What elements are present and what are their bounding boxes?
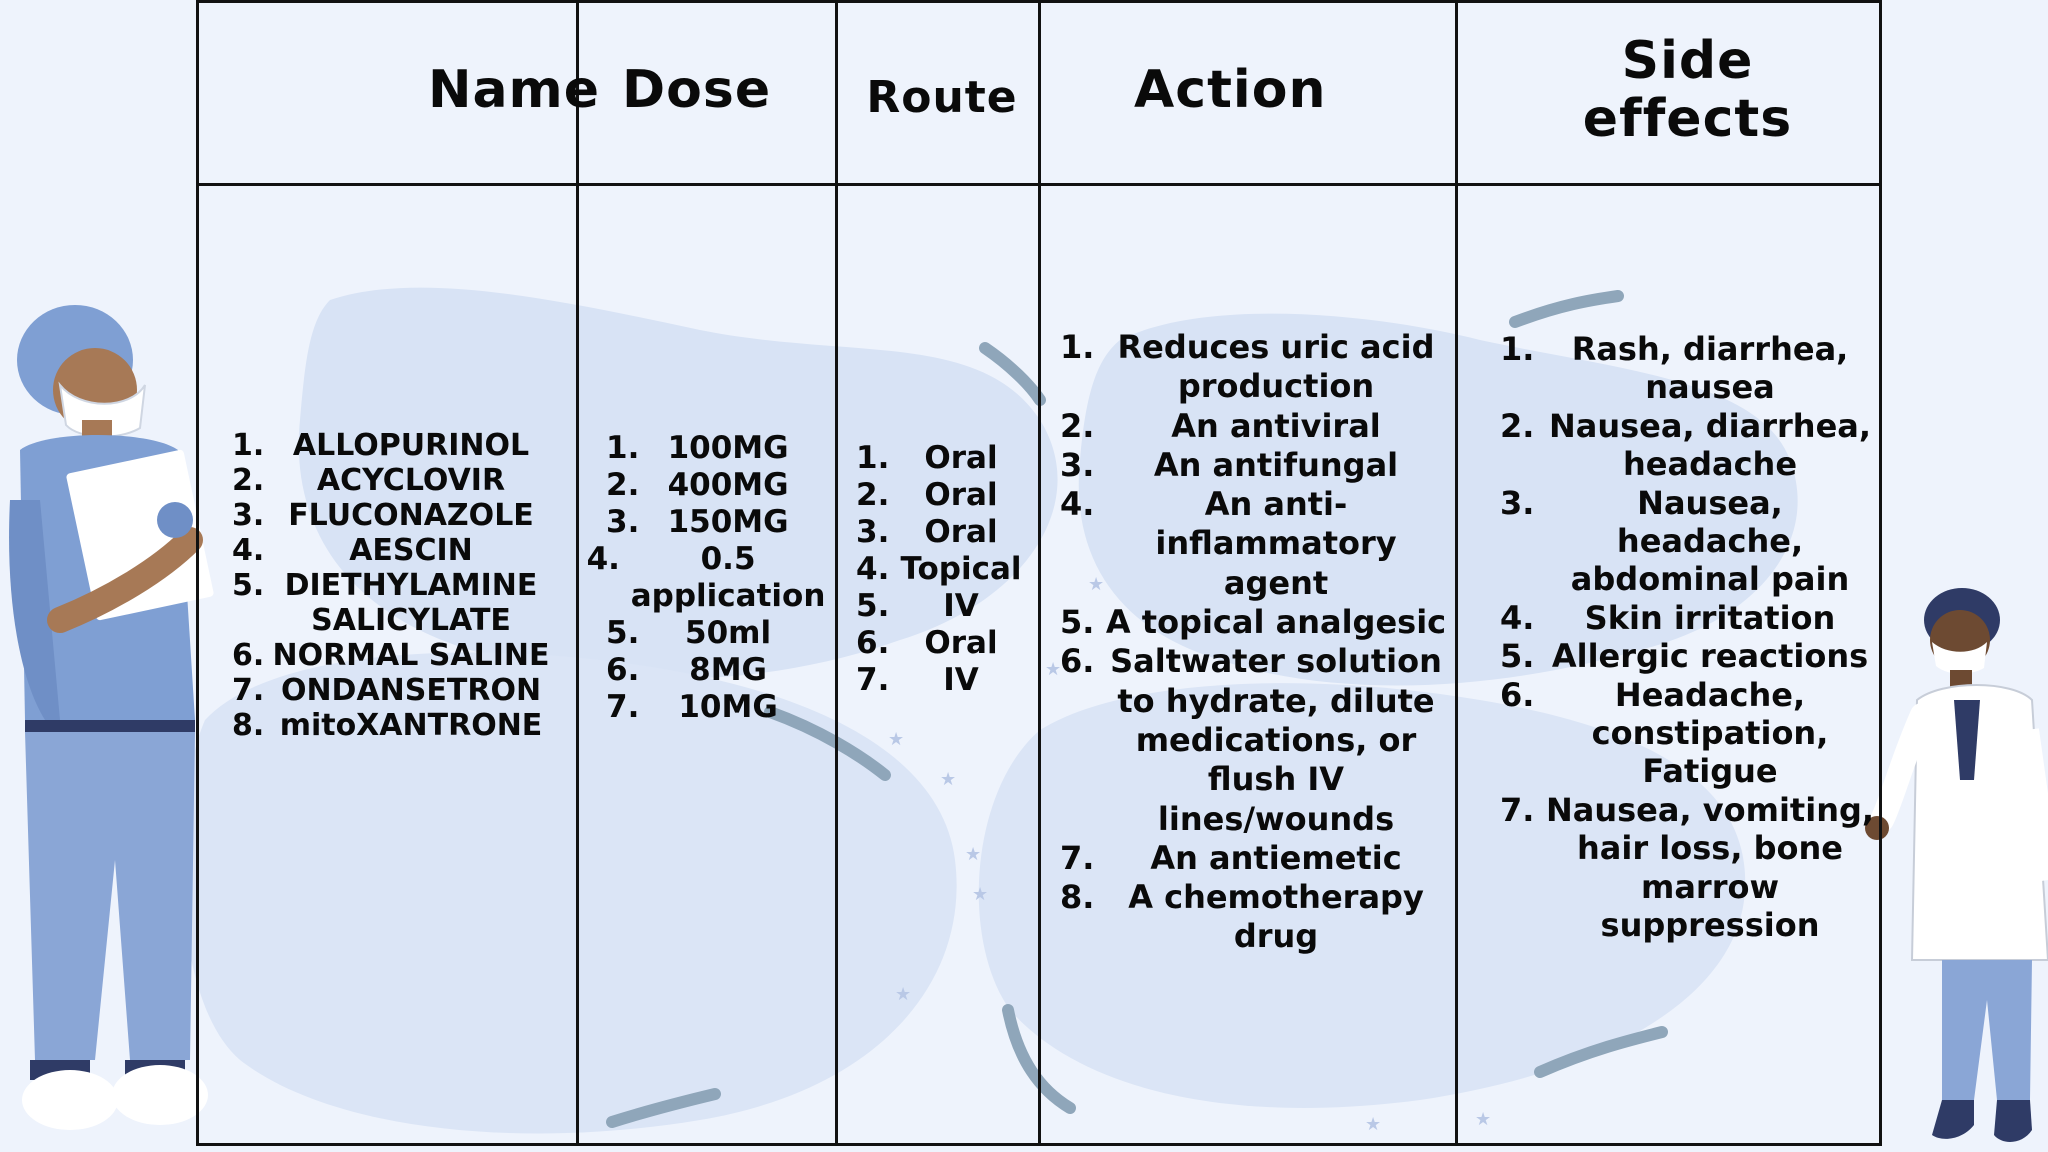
action-value: Saltwater solution to hydrate, dilute medications, or flush IV lines/wounds bbox=[1110, 642, 1442, 838]
side-effect-value: Nausea, diarrhea, headache bbox=[1548, 406, 1872, 484]
star-icon: ★ bbox=[895, 984, 912, 1005]
list-item: 1. Oral bbox=[856, 440, 1026, 477]
star-icon: ★ bbox=[1365, 1114, 1382, 1135]
action-value: A chemotherapy drug bbox=[1128, 878, 1424, 956]
dose-list bbox=[586, 430, 826, 726]
list-item: 6. NORMAL SALINE bbox=[232, 638, 550, 673]
list-item: 2. ACYCLOVIR bbox=[232, 463, 550, 498]
side-effect-value: Headache, constipation, Fatigue bbox=[1591, 675, 1829, 791]
action-list bbox=[1060, 328, 1450, 957]
list-item: 4. An anti-inflammatory agent bbox=[1060, 485, 1450, 603]
side-effect-value: Allergic reactions bbox=[1551, 637, 1869, 676]
list-item: 6. 8MG bbox=[606, 652, 806, 689]
star-icon: ★ bbox=[1088, 574, 1105, 595]
route-value: Oral bbox=[924, 440, 998, 476]
header-action: Action bbox=[1134, 60, 1327, 120]
action-value: An antifungal bbox=[1153, 445, 1399, 484]
list-item: 4. 0.5 application bbox=[586, 541, 826, 614]
route-value: Oral bbox=[924, 625, 998, 661]
header-route: Route bbox=[866, 72, 1018, 123]
action-value: An anti-inflammatory agent bbox=[1155, 485, 1397, 602]
list-item: 7. ONDANSETRON bbox=[232, 673, 550, 708]
drug-name: AESCIN bbox=[349, 533, 473, 568]
dose-value: 8MG bbox=[689, 652, 767, 688]
star-icon: ★ bbox=[888, 729, 905, 750]
column-divider bbox=[1455, 3, 1458, 1143]
list-item: 8. mitoXANTRONE bbox=[232, 708, 550, 743]
drug-name: ALLOPURINOL bbox=[292, 428, 530, 463]
dose-value: 100MG bbox=[667, 430, 789, 466]
list-item: 5. A topical analgesic bbox=[1060, 603, 1450, 642]
star-icon: ★ bbox=[972, 884, 989, 905]
star-icon: ★ bbox=[940, 769, 957, 790]
list-item: 4. Topical bbox=[856, 551, 1026, 588]
star-icon: ★ bbox=[965, 844, 982, 865]
list-item: 6. Oral bbox=[856, 625, 1026, 662]
dose-value: 400MG bbox=[667, 467, 789, 503]
header-side-effects: Side effects bbox=[1582, 31, 1793, 149]
list-item: 2. Nausea, diarrhea, headache bbox=[1500, 407, 1880, 484]
star-icon: ★ bbox=[1045, 659, 1062, 680]
list-item: 7. IV bbox=[856, 662, 1026, 699]
side-effect-value: Nausea, headache, abdominal pain bbox=[1570, 483, 1850, 599]
action-value: Reduces uric acid production bbox=[1117, 328, 1435, 406]
list-item: 7. An antiemetic bbox=[1060, 839, 1450, 878]
route-value: Oral bbox=[924, 514, 998, 550]
route-list bbox=[856, 440, 1026, 699]
list-item: 6. Headache, constipation, Fatigue bbox=[1500, 676, 1880, 791]
action-value: An antiemetic bbox=[1150, 838, 1402, 877]
drug-name: mitoXANTRONE bbox=[279, 708, 543, 743]
list-item: 1. Rash, diarrhea, nausea bbox=[1500, 330, 1880, 407]
list-item: 7. 10MG bbox=[606, 689, 806, 726]
list-item: 4. AESCIN bbox=[232, 533, 550, 568]
drug-name: ONDANSETRON bbox=[280, 673, 542, 708]
list-item: 6. Saltwater solution to hydrate, dilute medications, or flush IV lines/wounds bbox=[1060, 642, 1450, 838]
list-item: 5. Allergic reactions bbox=[1500, 637, 1880, 675]
list-item: 5. IV bbox=[856, 588, 1026, 625]
list-item: 5. 50ml bbox=[606, 615, 806, 652]
list-item: 1. 100MG bbox=[606, 430, 806, 467]
drug-name: NORMAL SALINE bbox=[272, 638, 550, 673]
drug-name: DIETHYLAMINE SALICYLATE bbox=[284, 568, 538, 638]
route-value: IV bbox=[943, 662, 979, 698]
doctor-illustration bbox=[1862, 580, 2048, 1152]
route-value: Oral bbox=[924, 477, 998, 513]
action-value: An antiviral bbox=[1171, 406, 1381, 445]
side-effect-value: Rash, diarrhea, nausea bbox=[1571, 330, 1849, 407]
side-effect-value: Skin irritation bbox=[1584, 598, 1836, 637]
name-list bbox=[232, 428, 550, 743]
list-item: 1. Reduces uric acid production bbox=[1060, 328, 1450, 407]
list-item: 2. Oral bbox=[856, 477, 1026, 514]
side-effect-value: Nausea, vomiting, hair loss, bone marrow suppression bbox=[1545, 790, 1875, 945]
drug-name: ACYCLOVIR bbox=[316, 463, 506, 498]
list-item: 5. DIETHYLAMINE SALICYLATE bbox=[232, 568, 550, 638]
dose-value: 50ml bbox=[685, 615, 772, 651]
route-value: IV bbox=[943, 588, 979, 624]
drug-name: FLUCONAZOLE bbox=[288, 498, 534, 533]
side-effects-list bbox=[1500, 330, 1880, 945]
list-item: 1. ALLOPURINOL bbox=[232, 428, 550, 463]
list-item: 8. A chemotherapy drug bbox=[1060, 878, 1450, 957]
list-item: 3. Nausea, headache, abdominal pain bbox=[1500, 484, 1880, 599]
action-value: A topical analgesic bbox=[1105, 603, 1447, 642]
list-item: 3. An antifungal bbox=[1060, 446, 1450, 485]
list-item: 3. Oral bbox=[856, 514, 1026, 551]
header-dose: Dose bbox=[622, 60, 772, 120]
dose-value: 150MG bbox=[667, 504, 789, 540]
star-icon: ★ bbox=[1475, 1109, 1492, 1130]
list-item: 3. FLUCONAZOLE bbox=[232, 498, 550, 533]
list-item: 3. 150MG bbox=[606, 504, 806, 541]
list-item: 4. Skin irritation bbox=[1500, 599, 1880, 637]
list-item: 2. 400MG bbox=[606, 467, 806, 504]
dose-value: 0.5 application bbox=[630, 541, 826, 614]
route-value: Topical bbox=[900, 551, 1022, 587]
header-name: Name bbox=[427, 60, 600, 120]
list-item: 7. Nausea, vomiting, hair loss, bone marrow suppression bbox=[1500, 791, 1880, 945]
dose-value: 10MG bbox=[678, 689, 778, 725]
list-item: 2. An antiviral bbox=[1060, 407, 1450, 446]
